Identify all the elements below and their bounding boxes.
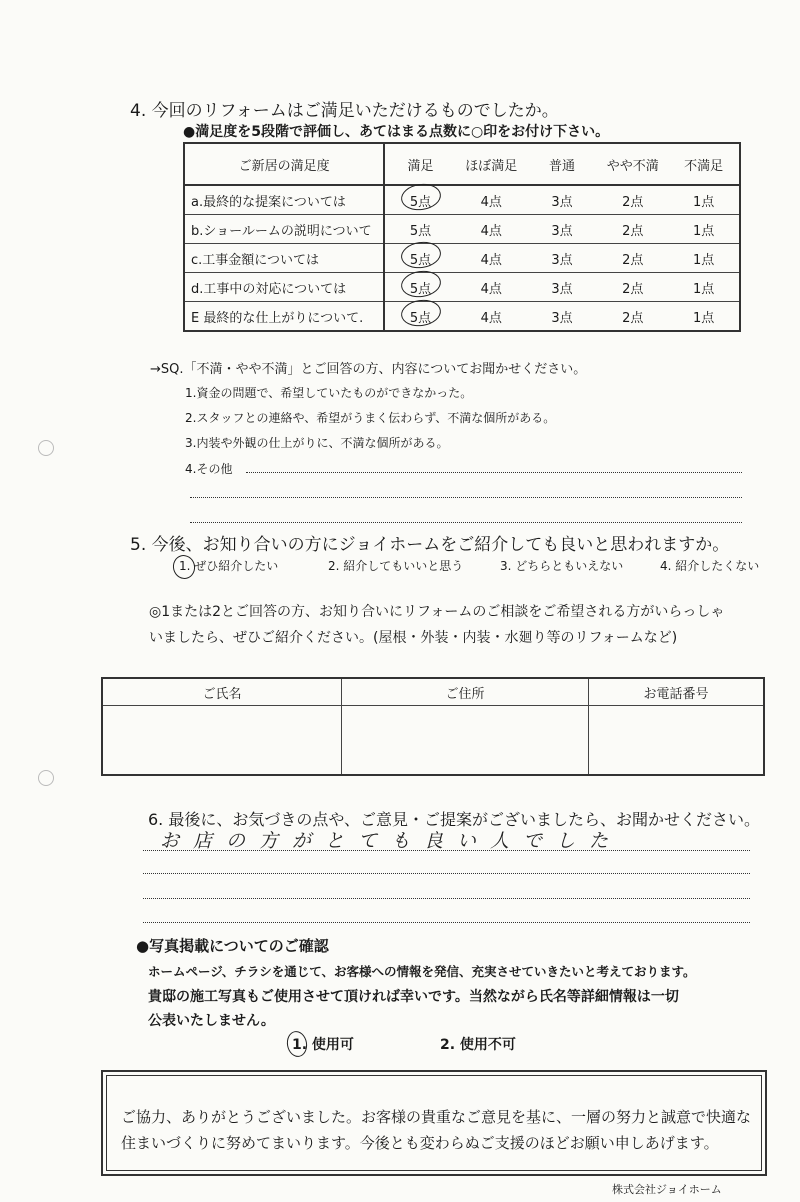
referral-header-address: ご住所 xyxy=(342,678,589,706)
photo-title: ●写真掲載についてのご確認 xyxy=(136,937,329,955)
answer-line[interactable] xyxy=(246,472,742,473)
selected-circle-mark xyxy=(399,297,442,328)
q5-option-1[interactable]: 1. ぜひ紹介したい xyxy=(179,559,279,573)
rating-cell[interactable]: 2点 xyxy=(597,302,668,332)
row-label: c.工事金額については xyxy=(184,244,384,273)
photo-body-line-1: ホームページ、チラシを通じて、お客様への情報を発信、充実させていきたいと考えております。 xyxy=(148,964,696,979)
table-header-label: ご新居の満足度 xyxy=(184,143,384,185)
row-label: E 最終的な仕上がりについて. xyxy=(184,302,384,332)
rating-cell[interactable]: 3点 xyxy=(527,302,598,332)
q5-title: 5. 今後、お知り合いの方にジョイホームをご紹介しても良いと思われますか。 xyxy=(130,535,730,555)
rating-cell[interactable]: 1点 xyxy=(668,185,740,215)
selected-circle-mark xyxy=(399,239,442,270)
q5-note-line-1: ◎1または2とご回答の方、お知り合いにリフォームのご相談をご希望される方がいらっしゃ xyxy=(149,604,725,620)
rating-cell[interactable]: 5点 xyxy=(384,215,456,244)
rating-cell[interactable]: 5点 xyxy=(384,273,456,302)
referral-header-phone: お電話番号 xyxy=(589,678,765,706)
rating-cell[interactable]: 2点 xyxy=(597,185,668,215)
closing-line-1: ご協力、ありがとうございました。お客様の貴重なご意見を基に、一層の努力と誠意で快適な xyxy=(121,1108,752,1126)
company-name: 株式会社ジョイホーム xyxy=(612,1183,722,1196)
referral-header-name: ご氏名 xyxy=(102,678,342,706)
table-header-cell: ほぼ満足 xyxy=(456,143,527,185)
q5-option-2[interactable]: 2. 紹介してもいいと思う xyxy=(328,559,464,573)
answer-line[interactable] xyxy=(143,873,750,874)
table-header-cell: やや不満 xyxy=(597,143,668,185)
row-label: b.ショールームの説明について xyxy=(184,215,384,244)
q5-option-3[interactable]: 3. どちらともいえない xyxy=(500,559,624,573)
selected-circle-mark xyxy=(399,268,442,299)
photo-body-line-3: 公表いたしません。 xyxy=(148,1013,275,1029)
rating-cell[interactable]: 4点 xyxy=(456,302,527,332)
sq-option-1: 1.資金の問題で、希望していたものができなかった。 xyxy=(185,386,473,400)
photo-option-2[interactable]: 2. 使用不可 xyxy=(440,1037,516,1053)
rating-cell[interactable]: 2点 xyxy=(597,273,668,302)
rating-cell[interactable]: 4点 xyxy=(456,185,527,215)
table-row xyxy=(184,244,740,273)
closing-message xyxy=(106,1075,762,1171)
rating-cell[interactable]: 2点 xyxy=(597,244,668,273)
table-row xyxy=(184,302,740,332)
row-label: a.最終的な提案については xyxy=(184,185,384,215)
closing-line-2: 住まいづくりに努めてまいります。今後とも変わらぬご支援のほどお願い申しあげます。 xyxy=(121,1134,719,1152)
rating-cell[interactable]: 5点 xyxy=(384,302,456,332)
referral-address-field[interactable] xyxy=(342,706,589,776)
referral-table xyxy=(101,677,765,776)
rating-cell[interactable]: 4点 xyxy=(456,215,527,244)
rating-cell[interactable]: 1点 xyxy=(668,215,740,244)
referral-phone-field[interactable] xyxy=(589,706,765,776)
rating-cell[interactable]: 3点 xyxy=(527,273,598,302)
sq-title: →SQ.「不満・やや不満」とご回答の方、内容についてお聞かせください。 xyxy=(150,362,587,377)
rating-cell[interactable]: 3点 xyxy=(527,244,598,273)
rating-cell[interactable]: 4点 xyxy=(456,273,527,302)
table-row xyxy=(184,273,740,302)
sq-option-2: 2.スタッフとの連絡や、希望がうまく伝わらず、不満な個所がある。 xyxy=(185,411,556,425)
photo-body-line-2: 貴邸の施工写真もご使用させて頂ければ幸いです。当然ながら氏名等詳細情報は一切 xyxy=(148,989,679,1005)
rating-cell[interactable]: 5点 xyxy=(384,185,456,215)
rating-cell[interactable]: 3点 xyxy=(527,215,598,244)
table-header-cell: 満足 xyxy=(384,143,456,185)
punch-hole-top xyxy=(38,440,54,456)
rating-cell[interactable]: 2点 xyxy=(597,215,668,244)
rating-cell[interactable]: 1点 xyxy=(668,273,740,302)
punch-hole-bottom xyxy=(38,770,54,786)
sq-option-3: 3.内装や外観の仕上がりに、不満な個所がある。 xyxy=(185,436,449,450)
table-header-cell: 不満足 xyxy=(668,143,740,185)
answer-line[interactable] xyxy=(143,898,750,899)
handwritten-answer: お店の方がとても良い人でした xyxy=(160,830,623,852)
row-label: d.工事中の対応については xyxy=(184,273,384,302)
rating-cell[interactable]: 1点 xyxy=(668,244,740,273)
rating-cell[interactable]: 3点 xyxy=(527,185,598,215)
q4-instruction: ●満足度を5段階で評価し、あてはまる点数に○印をお付け下さい。 xyxy=(183,124,610,140)
q5-note-line-2: いましたら、ぜひご紹介ください。(屋根・外装・内装・水廻り等のリフォームなど) xyxy=(149,630,678,646)
photo-option-1[interactable]: 1. 使用可 xyxy=(292,1037,354,1053)
q5-option-4[interactable]: 4. 紹介したくない xyxy=(660,559,760,573)
rating-cell[interactable]: 4点 xyxy=(456,244,527,273)
rating-cell[interactable]: 1点 xyxy=(668,302,740,332)
table-header-cell: 普通 xyxy=(527,143,598,185)
table-row xyxy=(184,215,740,244)
answer-line[interactable] xyxy=(143,922,750,923)
table-row xyxy=(184,185,740,215)
referral-name-field[interactable] xyxy=(102,706,342,776)
answer-line[interactable] xyxy=(143,850,750,851)
answer-line[interactable] xyxy=(190,522,742,523)
satisfaction-table xyxy=(183,142,741,332)
q6-title: 6. 最後に、お気づきの点や、ご意見・ご提案がございましたら、お聞かせください。 xyxy=(148,810,761,829)
sq-option-4: 4.その他 xyxy=(185,462,233,476)
selected-circle-mark xyxy=(399,181,442,212)
rating-cell[interactable]: 5点 xyxy=(384,244,456,273)
q4-title: 4. 今回のリフォームはご満足いただけるものでしたか。 xyxy=(130,101,559,121)
answer-line[interactable] xyxy=(190,497,742,498)
